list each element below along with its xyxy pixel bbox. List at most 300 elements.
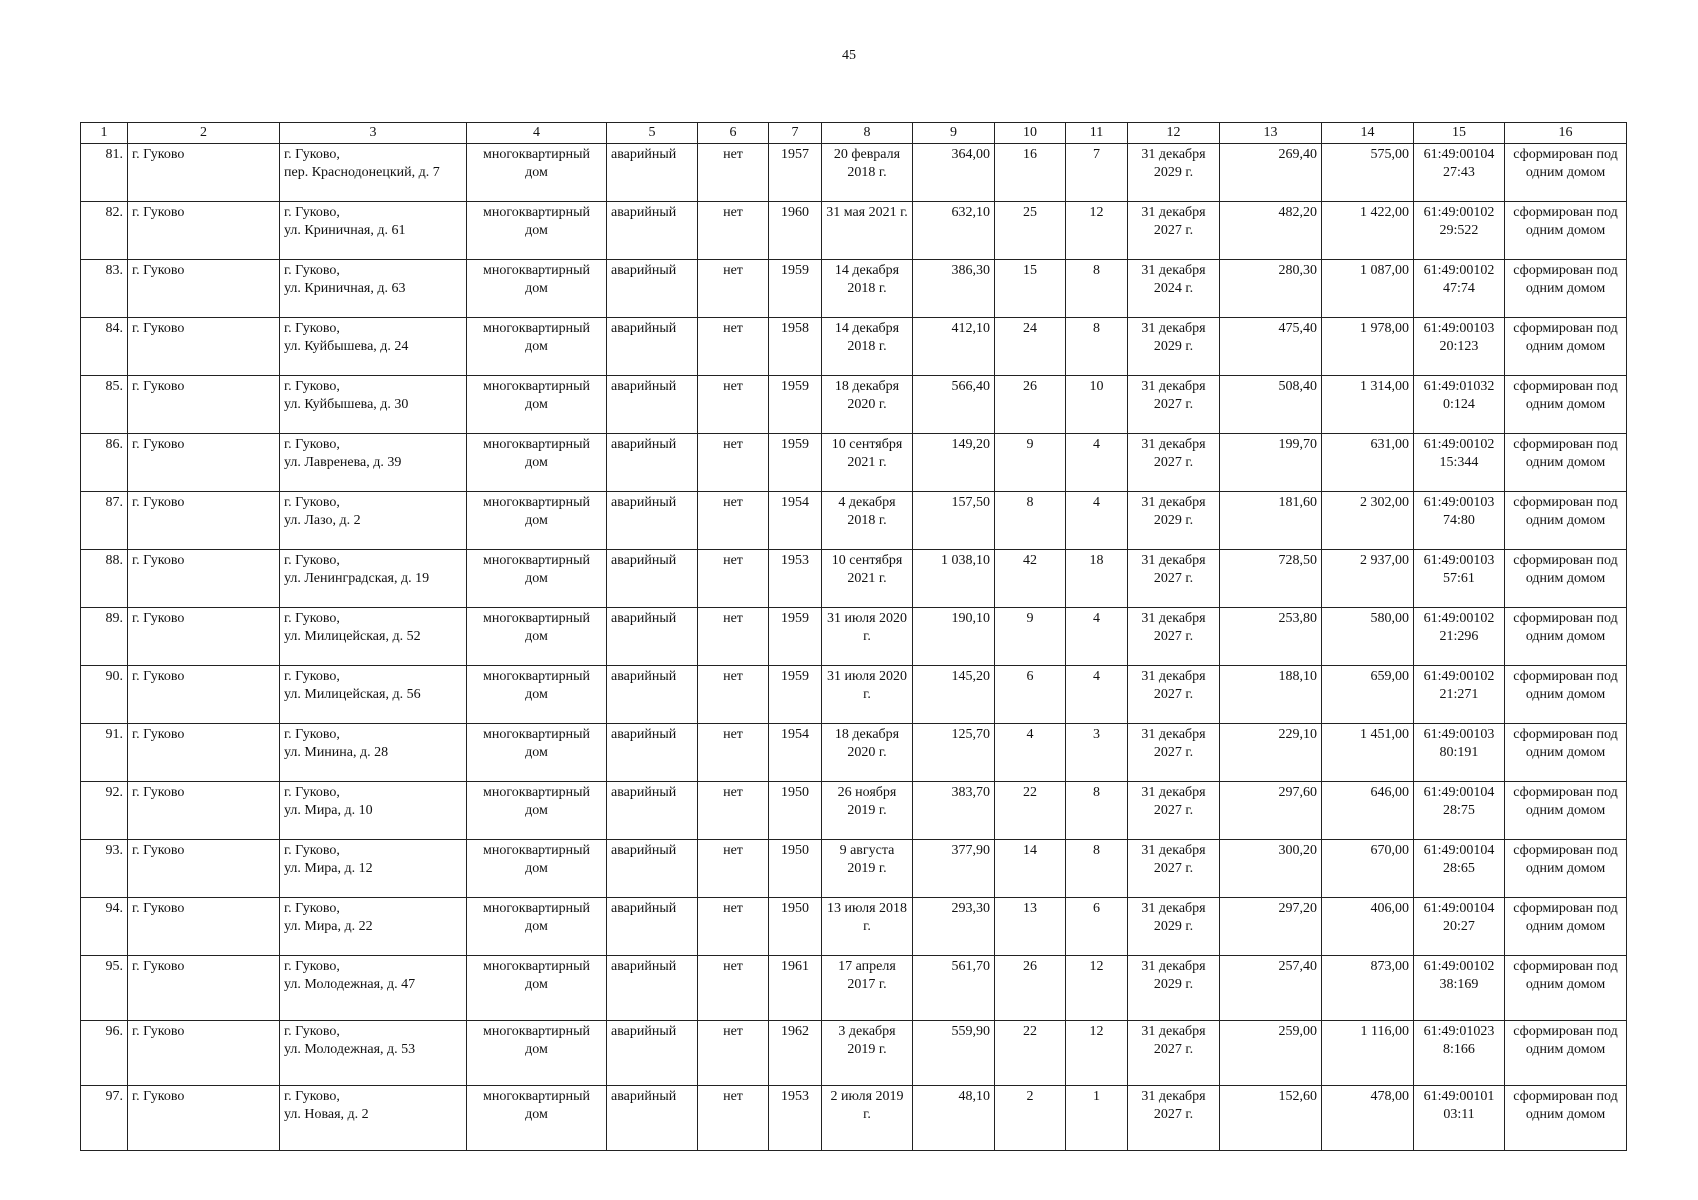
value-14-cell: 1 451,00 xyxy=(1322,724,1414,782)
row-number: 94. xyxy=(81,898,128,956)
flag-cell: нет xyxy=(698,202,769,260)
address-street: ул. Криничная, д. 61 xyxy=(284,223,406,238)
build-year-cell: 1950 xyxy=(769,898,822,956)
recognition-date-cell: 14 декабря 2018 г. xyxy=(822,318,913,376)
land-note-cell: сформирован под одним домом xyxy=(1505,144,1627,202)
flag-cell: нет xyxy=(698,492,769,550)
value-14-cell: 580,00 xyxy=(1322,608,1414,666)
value-14-cell: 631,00 xyxy=(1322,434,1414,492)
cadastral-number-cell: 61:49:00104 20:27 xyxy=(1414,898,1505,956)
residents-cell: 9 xyxy=(995,434,1066,492)
settlement-cell: г. Гуково xyxy=(128,956,280,1021)
table-row xyxy=(81,550,1627,608)
building-type-cell: многоквартирный дом xyxy=(467,666,607,724)
address-street: ул. Ленинградская, д. 19 xyxy=(284,571,430,586)
build-year-cell: 1954 xyxy=(769,492,822,550)
build-year-cell: 1961 xyxy=(769,956,822,1021)
table-row xyxy=(81,840,1627,898)
deadline-cell: 31 декабря 2027 г. xyxy=(1128,434,1220,492)
condition-status-cell: аварийный xyxy=(607,1086,698,1151)
flag-cell: нет xyxy=(698,898,769,956)
settlement-cell: г. Гуково xyxy=(128,1086,280,1151)
value-13-cell: 269,40 xyxy=(1220,144,1322,202)
recognition-date-cell: 18 декабря 2020 г. xyxy=(822,376,913,434)
units-cell: 8 xyxy=(1066,318,1128,376)
deadline-cell: 31 декабря 2029 г. xyxy=(1128,956,1220,1021)
recognition-date-cell: 10 сентября 2021 г. xyxy=(822,434,913,492)
address-city: г. Гуково, xyxy=(284,611,340,626)
build-year-cell: 1960 xyxy=(769,202,822,260)
area-cell: 566,40 xyxy=(913,376,995,434)
column-number-row xyxy=(81,123,1627,144)
value-14-cell: 478,00 xyxy=(1322,1086,1414,1151)
area-cell: 383,70 xyxy=(913,782,995,840)
address-city: г. Гуково, xyxy=(284,785,340,800)
row-number: 87. xyxy=(81,492,128,550)
settlement-cell: г. Гуково xyxy=(128,434,280,492)
address-street: ул. Минина, д. 28 xyxy=(284,745,389,760)
column-header-10: 10 xyxy=(995,123,1066,144)
page-number: 45 xyxy=(842,48,856,63)
settlement-cell: г. Гуково xyxy=(128,376,280,434)
value-13-cell: 257,40 xyxy=(1220,956,1322,1021)
column-header-14: 14 xyxy=(1322,123,1414,144)
address-cell xyxy=(280,1021,467,1086)
cadastral-number-cell: 61:49:00102 38:169 xyxy=(1414,956,1505,1021)
cadastral-number-cell: 61:49:00101 03:11 xyxy=(1414,1086,1505,1151)
cadastral-number-cell: 61:49:00103 80:191 xyxy=(1414,724,1505,782)
flag-cell: нет xyxy=(698,782,769,840)
address-city: г. Гуково, xyxy=(284,321,340,336)
recognition-date-cell: 31 июля 2020 г. xyxy=(822,666,913,724)
deadline-cell: 31 декабря 2029 г. xyxy=(1128,144,1220,202)
cadastral-number-cell: 61:49:00102 47:74 xyxy=(1414,260,1505,318)
column-header-7: 7 xyxy=(769,123,822,144)
address-city: г. Гуково, xyxy=(284,553,340,568)
residents-cell: 26 xyxy=(995,956,1066,1021)
settlement-cell: г. Гуково xyxy=(128,492,280,550)
address-street: ул. Милицейская, д. 56 xyxy=(284,687,421,702)
value-13-cell: 297,20 xyxy=(1220,898,1322,956)
cadastral-number-cell: 61:49:00103 74:80 xyxy=(1414,492,1505,550)
table-row xyxy=(81,434,1627,492)
build-year-cell: 1953 xyxy=(769,550,822,608)
table-row xyxy=(81,144,1627,202)
building-type-cell: многоквартирный дом xyxy=(467,260,607,318)
column-header-8: 8 xyxy=(822,123,913,144)
residents-cell: 4 xyxy=(995,724,1066,782)
land-note-cell: сформирован под одним домом xyxy=(1505,666,1627,724)
address-cell xyxy=(280,492,467,550)
address-street: ул. Криничная, д. 63 xyxy=(284,281,406,296)
column-header-9: 9 xyxy=(913,123,995,144)
condition-status-cell: аварийный xyxy=(607,260,698,318)
row-number: 83. xyxy=(81,260,128,318)
value-13-cell: 508,40 xyxy=(1220,376,1322,434)
flag-cell: нет xyxy=(698,724,769,782)
recognition-date-cell: 4 декабря 2018 г. xyxy=(822,492,913,550)
table-row xyxy=(81,666,1627,724)
recognition-date-cell: 9 августа 2019 г. xyxy=(822,840,913,898)
area-cell: 125,70 xyxy=(913,724,995,782)
area-cell: 559,90 xyxy=(913,1021,995,1086)
address-cell xyxy=(280,318,467,376)
column-header-15: 15 xyxy=(1414,123,1505,144)
address-street: ул. Куйбышева, д. 24 xyxy=(284,339,409,354)
land-note-cell: сформирован под одним домом xyxy=(1505,202,1627,260)
build-year-cell: 1950 xyxy=(769,840,822,898)
address-city: г. Гуково, xyxy=(284,843,340,858)
column-header-13: 13 xyxy=(1220,123,1322,144)
address-city: г. Гуково, xyxy=(284,437,340,452)
units-cell: 4 xyxy=(1066,666,1128,724)
build-year-cell: 1958 xyxy=(769,318,822,376)
condition-status-cell: аварийный xyxy=(607,318,698,376)
address-city: г. Гуково, xyxy=(284,959,340,974)
flag-cell: нет xyxy=(698,434,769,492)
address-street: ул. Лазо, д. 2 xyxy=(284,513,361,528)
address-street: ул. Новая, д. 2 xyxy=(284,1107,369,1122)
build-year-cell: 1959 xyxy=(769,666,822,724)
value-14-cell: 1 422,00 xyxy=(1322,202,1414,260)
address-cell xyxy=(280,956,467,1021)
table-row xyxy=(81,898,1627,956)
table-row xyxy=(81,1021,1627,1086)
residents-cell: 25 xyxy=(995,202,1066,260)
column-header-6: 6 xyxy=(698,123,769,144)
row-number: 96. xyxy=(81,1021,128,1086)
settlement-cell: г. Гуково xyxy=(128,898,280,956)
settlement-cell: г. Гуково xyxy=(128,144,280,202)
address-cell xyxy=(280,1086,467,1151)
area-cell: 145,20 xyxy=(913,666,995,724)
residents-cell: 9 xyxy=(995,608,1066,666)
residents-cell: 24 xyxy=(995,318,1066,376)
deadline-cell: 31 декабря 2029 г. xyxy=(1128,898,1220,956)
address-cell xyxy=(280,376,467,434)
address-cell xyxy=(280,782,467,840)
table-row xyxy=(81,260,1627,318)
building-type-cell: многоквартирный дом xyxy=(467,898,607,956)
value-14-cell: 1 978,00 xyxy=(1322,318,1414,376)
units-cell: 12 xyxy=(1066,202,1128,260)
units-cell: 4 xyxy=(1066,608,1128,666)
units-cell: 8 xyxy=(1066,840,1128,898)
building-type-cell: многоквартирный дом xyxy=(467,550,607,608)
condition-status-cell: аварийный xyxy=(607,666,698,724)
table-row xyxy=(81,492,1627,550)
flag-cell: нет xyxy=(698,1021,769,1086)
settlement-cell: г. Гуково xyxy=(128,202,280,260)
recognition-date-cell: 17 апреля 2017 г. xyxy=(822,956,913,1021)
recognition-date-cell: 14 декабря 2018 г. xyxy=(822,260,913,318)
row-number: 91. xyxy=(81,724,128,782)
residents-cell: 22 xyxy=(995,1021,1066,1086)
settlement-cell: г. Гуково xyxy=(128,1021,280,1086)
units-cell: 18 xyxy=(1066,550,1128,608)
land-note-cell: сформирован под одним домом xyxy=(1505,724,1627,782)
flag-cell: нет xyxy=(698,318,769,376)
land-note-cell: сформирован под одним домом xyxy=(1505,840,1627,898)
settlement-cell: г. Гуково xyxy=(128,608,280,666)
building-type-cell: многоквартирный дом xyxy=(467,144,607,202)
table-row xyxy=(81,376,1627,434)
flag-cell: нет xyxy=(698,840,769,898)
condition-status-cell: аварийный xyxy=(607,144,698,202)
address-city: г. Гуково, xyxy=(284,147,340,162)
cadastral-number-cell: 61:49:00102 29:522 xyxy=(1414,202,1505,260)
row-number: 81. xyxy=(81,144,128,202)
recognition-date-cell: 3 декабря 2019 г. xyxy=(822,1021,913,1086)
residents-cell: 13 xyxy=(995,898,1066,956)
address-city: г. Гуково, xyxy=(284,727,340,742)
units-cell: 8 xyxy=(1066,782,1128,840)
value-14-cell: 1 314,00 xyxy=(1322,376,1414,434)
condition-status-cell: аварийный xyxy=(607,202,698,260)
land-note-cell: сформирован под одним домом xyxy=(1505,260,1627,318)
residents-cell: 6 xyxy=(995,666,1066,724)
address-cell xyxy=(280,550,467,608)
condition-status-cell: аварийный xyxy=(607,550,698,608)
cadastral-number-cell: 61:49:00102 15:344 xyxy=(1414,434,1505,492)
row-number: 89. xyxy=(81,608,128,666)
land-note-cell: сформирован под одним домом xyxy=(1505,782,1627,840)
cadastral-number-cell: 61:49:01032 0:124 xyxy=(1414,376,1505,434)
settlement-cell: г. Гуково xyxy=(128,260,280,318)
area-cell: 412,10 xyxy=(913,318,995,376)
cadastral-number-cell: 61:49:00104 28:65 xyxy=(1414,840,1505,898)
column-header-11: 11 xyxy=(1066,123,1128,144)
address-cell xyxy=(280,202,467,260)
recognition-date-cell: 26 ноября 2019 г. xyxy=(822,782,913,840)
settlement-cell: г. Гуково xyxy=(128,782,280,840)
deadline-cell: 31 декабря 2029 г. xyxy=(1128,492,1220,550)
building-type-cell: многоквартирный дом xyxy=(467,376,607,434)
condition-status-cell: аварийный xyxy=(607,956,698,1021)
address-street: ул. Молодежная, д. 53 xyxy=(284,1042,416,1057)
table-row xyxy=(81,318,1627,376)
area-cell: 632,10 xyxy=(913,202,995,260)
building-type-cell: многоквартирный дом xyxy=(467,318,607,376)
units-cell: 12 xyxy=(1066,1021,1128,1086)
housing-register-table xyxy=(80,122,1627,1151)
address-city: г. Гуково, xyxy=(284,669,340,684)
row-number: 88. xyxy=(81,550,128,608)
value-14-cell: 1 116,00 xyxy=(1322,1021,1414,1086)
flag-cell: нет xyxy=(698,1086,769,1151)
residents-cell: 14 xyxy=(995,840,1066,898)
value-14-cell: 2 937,00 xyxy=(1322,550,1414,608)
row-number: 86. xyxy=(81,434,128,492)
address-city: г. Гуково, xyxy=(284,1089,340,1104)
row-number: 90. xyxy=(81,666,128,724)
settlement-cell: г. Гуково xyxy=(128,840,280,898)
land-note-cell: сформирован под одним домом xyxy=(1505,318,1627,376)
area-cell: 364,00 xyxy=(913,144,995,202)
build-year-cell: 1957 xyxy=(769,144,822,202)
recognition-date-cell: 31 июля 2020 г. xyxy=(822,608,913,666)
recognition-date-cell: 20 февраля 2018 г. xyxy=(822,144,913,202)
row-number: 95. xyxy=(81,956,128,1021)
value-13-cell: 280,30 xyxy=(1220,260,1322,318)
deadline-cell: 31 декабря 2027 г. xyxy=(1128,202,1220,260)
deadline-cell: 31 декабря 2027 г. xyxy=(1128,840,1220,898)
units-cell: 12 xyxy=(1066,956,1128,1021)
value-14-cell: 646,00 xyxy=(1322,782,1414,840)
value-13-cell: 475,40 xyxy=(1220,318,1322,376)
address-city: г. Гуково, xyxy=(284,495,340,510)
land-note-cell: сформирован под одним домом xyxy=(1505,1086,1627,1151)
cadastral-number-cell: 61:49:00103 20:123 xyxy=(1414,318,1505,376)
building-type-cell: многоквартирный дом xyxy=(467,492,607,550)
column-header-3: 3 xyxy=(280,123,467,144)
building-type-cell: многоквартирный дом xyxy=(467,202,607,260)
condition-status-cell: аварийный xyxy=(607,492,698,550)
table-row xyxy=(81,202,1627,260)
residents-cell: 16 xyxy=(995,144,1066,202)
units-cell: 1 xyxy=(1066,1086,1128,1151)
condition-status-cell: аварийный xyxy=(607,898,698,956)
value-14-cell: 1 087,00 xyxy=(1322,260,1414,318)
residents-cell: 42 xyxy=(995,550,1066,608)
recognition-date-cell: 31 мая 2021 г. xyxy=(822,202,913,260)
row-number: 84. xyxy=(81,318,128,376)
value-13-cell: 181,60 xyxy=(1220,492,1322,550)
deadline-cell: 31 декабря 2027 г. xyxy=(1128,608,1220,666)
condition-status-cell: аварийный xyxy=(607,724,698,782)
row-number: 85. xyxy=(81,376,128,434)
table-row xyxy=(81,782,1627,840)
deadline-cell: 31 декабря 2027 г. xyxy=(1128,550,1220,608)
residents-cell: 2 xyxy=(995,1086,1066,1151)
address-cell xyxy=(280,608,467,666)
value-13-cell: 229,10 xyxy=(1220,724,1322,782)
table-body xyxy=(81,144,1627,1151)
condition-status-cell: аварийный xyxy=(607,1021,698,1086)
units-cell: 4 xyxy=(1066,434,1128,492)
build-year-cell: 1959 xyxy=(769,434,822,492)
settlement-cell: г. Гуково xyxy=(128,550,280,608)
value-13-cell: 253,80 xyxy=(1220,608,1322,666)
address-city: г. Гуково, xyxy=(284,205,340,220)
address-street: ул. Милицейская, д. 52 xyxy=(284,629,421,644)
units-cell: 10 xyxy=(1066,376,1128,434)
column-header-4: 4 xyxy=(467,123,607,144)
value-13-cell: 728,50 xyxy=(1220,550,1322,608)
column-header-2: 2 xyxy=(128,123,280,144)
deadline-cell: 31 декабря 2029 г. xyxy=(1128,318,1220,376)
cadastral-number-cell: 61:49:01023 8:166 xyxy=(1414,1021,1505,1086)
address-cell xyxy=(280,144,467,202)
flag-cell: нет xyxy=(698,144,769,202)
table-row xyxy=(81,608,1627,666)
residents-cell: 22 xyxy=(995,782,1066,840)
units-cell: 7 xyxy=(1066,144,1128,202)
value-13-cell: 152,60 xyxy=(1220,1086,1322,1151)
deadline-cell: 31 декабря 2027 г. xyxy=(1128,782,1220,840)
table-header xyxy=(81,123,1627,144)
cadastral-number-cell: 61:49:00104 27:43 xyxy=(1414,144,1505,202)
value-13-cell: 297,60 xyxy=(1220,782,1322,840)
land-note-cell: сформирован под одним домом xyxy=(1505,608,1627,666)
building-type-cell: многоквартирный дом xyxy=(467,782,607,840)
building-type-cell: многоквартирный дом xyxy=(467,724,607,782)
deadline-cell: 31 декабря 2027 г. xyxy=(1128,376,1220,434)
flag-cell: нет xyxy=(698,666,769,724)
build-year-cell: 1950 xyxy=(769,782,822,840)
recognition-date-cell: 18 декабря 2020 г. xyxy=(822,724,913,782)
condition-status-cell: аварийный xyxy=(607,840,698,898)
column-header-1: 1 xyxy=(81,123,128,144)
area-cell: 386,30 xyxy=(913,260,995,318)
area-cell: 190,10 xyxy=(913,608,995,666)
residents-cell: 15 xyxy=(995,260,1066,318)
address-city: г. Гуково, xyxy=(284,263,340,278)
area-cell: 48,10 xyxy=(913,1086,995,1151)
address-city: г. Гуково, xyxy=(284,379,340,394)
recognition-date-cell: 13 июля 2018 г. xyxy=(822,898,913,956)
value-13-cell: 300,20 xyxy=(1220,840,1322,898)
address-cell xyxy=(280,434,467,492)
flag-cell: нет xyxy=(698,608,769,666)
land-note-cell: сформирован под одним домом xyxy=(1505,1021,1627,1086)
row-number: 97. xyxy=(81,1086,128,1151)
column-header-16: 16 xyxy=(1505,123,1627,144)
deadline-cell: 31 декабря 2024 г. xyxy=(1128,260,1220,318)
settlement-cell: г. Гуково xyxy=(128,318,280,376)
building-type-cell: многоквартирный дом xyxy=(467,434,607,492)
build-year-cell: 1954 xyxy=(769,724,822,782)
deadline-cell: 31 декабря 2027 г. xyxy=(1128,1021,1220,1086)
address-cell xyxy=(280,724,467,782)
address-street: ул. Куйбышева, д. 30 xyxy=(284,397,409,412)
land-note-cell: сформирован под одним домом xyxy=(1505,898,1627,956)
cadastral-number-cell: 61:49:00102 21:271 xyxy=(1414,666,1505,724)
area-cell: 377,90 xyxy=(913,840,995,898)
build-year-cell: 1959 xyxy=(769,608,822,666)
cadastral-number-cell: 61:49:00104 28:75 xyxy=(1414,782,1505,840)
value-13-cell: 482,20 xyxy=(1220,202,1322,260)
build-year-cell: 1953 xyxy=(769,1086,822,1151)
recognition-date-cell: 10 сентября 2021 г. xyxy=(822,550,913,608)
building-type-cell: многоквартирный дом xyxy=(467,956,607,1021)
address-street: ул. Молодежная, д. 47 xyxy=(284,977,416,992)
cadastral-number-cell: 61:49:00103 57:61 xyxy=(1414,550,1505,608)
recognition-date-cell: 2 июля 2019 г. xyxy=(822,1086,913,1151)
units-cell: 4 xyxy=(1066,492,1128,550)
value-14-cell: 873,00 xyxy=(1322,956,1414,1021)
address-street: ул. Мира, д. 10 xyxy=(284,803,373,818)
address-street: ул. Мира, д. 22 xyxy=(284,919,373,934)
land-note-cell: сформирован под одним домом xyxy=(1505,550,1627,608)
address-city: г. Гуково, xyxy=(284,1024,340,1039)
table-row xyxy=(81,1086,1627,1151)
table-row xyxy=(81,956,1627,1021)
cadastral-number-cell: 61:49:00102 21:296 xyxy=(1414,608,1505,666)
units-cell: 8 xyxy=(1066,260,1128,318)
deadline-cell: 31 декабря 2027 г. xyxy=(1128,666,1220,724)
value-13-cell: 199,70 xyxy=(1220,434,1322,492)
units-cell: 6 xyxy=(1066,898,1128,956)
value-14-cell: 575,00 xyxy=(1322,144,1414,202)
build-year-cell: 1959 xyxy=(769,376,822,434)
value-13-cell: 188,10 xyxy=(1220,666,1322,724)
build-year-cell: 1959 xyxy=(769,260,822,318)
condition-status-cell: аварийный xyxy=(607,782,698,840)
residents-cell: 26 xyxy=(995,376,1066,434)
address-cell xyxy=(280,260,467,318)
building-type-cell: многоквартирный дом xyxy=(467,1086,607,1151)
